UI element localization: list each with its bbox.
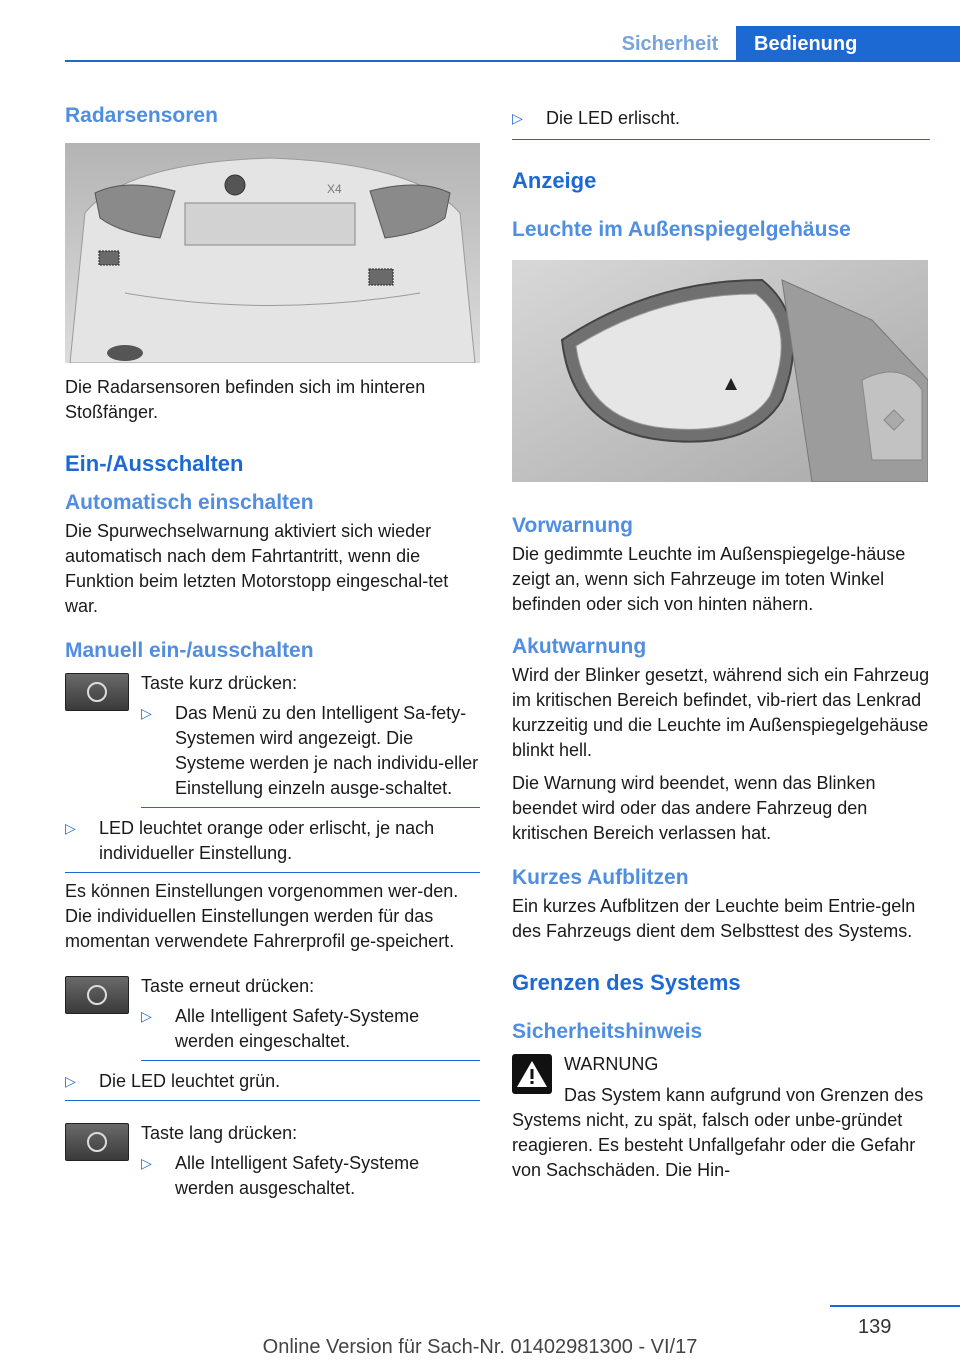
footer-rule <box>830 1305 960 1307</box>
safety-button-icon <box>65 673 129 711</box>
anzeige-heading: Anzeige <box>512 168 597 193</box>
automatisch-paragraph: Die Spurwechselwarnung aktiviert sich wieder automatisch nach dem Fahrtantritt, wenn die Funktion beim letzten Motorstopp eingeschal-tet war. <box>65 521 449 616</box>
warning-block <box>512 1052 930 1183</box>
vorwarnung-paragraph: Die gedimmte Leuchte im Außenspiegelge-häuse zeigt an, wenn sich Fahrzeuge im toten Winkel befinden oder sich von hinten nähern. <box>512 544 906 614</box>
manuell-heading: Manuell ein-/ausschalten <box>65 639 314 662</box>
akutwarnung-heading: Akutwarnung <box>512 635 647 658</box>
ein-ausschalten-heading: Ein-/Ausschalten <box>65 451 244 476</box>
exhaust-pipe <box>107 345 143 361</box>
press-long-label: Taste lang drücken: <box>141 1123 298 1143</box>
kurzes-aufblitzen-paragraph: Ein kurzes Aufblitzen der Leuchte beim Entrie-geln des Fahrzeugs dient dem Selbsttest des Systems. <box>512 896 916 941</box>
press-again-block <box>65 974 480 1061</box>
bmw-logo-icon <box>225 175 245 195</box>
footer-text: Online Version für Sach-Nr. 01402981300 - VI/17 <box>262 1336 698 1358</box>
car-badge: X4 <box>327 182 342 196</box>
radar-sensor-left <box>99 251 119 265</box>
tab-sicherheit[interactable]: Sicherheit <box>621 33 719 55</box>
press-long-block <box>65 1121 480 1201</box>
automatisch-heading: Automatisch einschalten <box>65 491 314 514</box>
akutwarnung-paragraph-2: Die Warnung wird beendet, wenn das Blinken beendet wird oder das andere Fahrzeug den kritischen Bereich verlassen hat. <box>512 773 876 843</box>
radar-sensor-right <box>369 269 393 285</box>
kurzes-aufblitzen-heading: Kurzes Aufblitzen <box>512 866 689 889</box>
warnung-paragraph: Das System kann aufgrund von Grenzen des Systems nicht, zu spät, falsch oder unbe-gründet reagieren. Es besteht Unfallgefahr oder die Gefahr von Sachschäden. Die Hin- <box>512 1085 924 1180</box>
warnung-label: WARNUNG <box>564 1054 659 1074</box>
list-item: ▷ Die LED leuchtet grün. <box>65 1069 480 1101</box>
akutwarnung-paragraph-1: Wird der Blinker gesetzt, während sich ein Fahrzeug im kritischen Bereich befindet, vib-riert das Lenkrad kurzzeitig und die Leuchte im Außenspiegelgehäuse blinkt hell. <box>512 665 930 760</box>
radar-paragraph: Die Radarsensoren befinden sich im hinteren Stoßfänger. <box>65 377 426 422</box>
side-mirror-image <box>512 260 928 482</box>
einstellungen-paragraph: Es können Einstellungen vorgenommen wer-den. Die individuellen Einstellungen werden für das momentan verwendete Fahrerprofil ge-speichert. <box>65 881 459 951</box>
list-item: ▷ Die LED erlischt. <box>512 106 930 140</box>
press-again-label: Taste erneut drücken: <box>141 976 315 996</box>
car-rear-image <box>65 143 480 363</box>
triangle-bullet-icon: ▷ <box>512 110 523 126</box>
triangle-bullet-icon: ▷ <box>65 820 76 836</box>
safety-button-icon <box>65 976 129 1014</box>
mirror-figure <box>512 260 928 482</box>
triangle-bullet-icon: ▷ <box>141 1008 152 1024</box>
left-column <box>65 98 480 1201</box>
grenzen-heading: Grenzen des Systems <box>512 970 741 995</box>
rear-bumper-figure <box>65 143 480 363</box>
list-item: ▷ Das Menü zu den Intelligent Sa-fety-Systemen wird angezeigt. Die Systeme werden je nach individu-eller Einstellung einzeln ausge-schaltet. <box>141 701 480 808</box>
sicherheitshinweis-heading: Sicherheitshinweis <box>512 1020 703 1043</box>
press-short-block <box>65 671 480 808</box>
radarsensoren-heading: Radarsensoren <box>65 104 218 127</box>
warning-icon <box>512 1054 552 1094</box>
leuchte-heading: Leuchte im Außenspiegelgehäuse <box>512 218 851 241</box>
tab-bedienung[interactable]: Bedienung <box>736 26 960 62</box>
press-short-label: Taste kurz drücken: <box>141 673 298 693</box>
right-column <box>512 98 930 1183</box>
page-number: 139 <box>858 1316 892 1338</box>
triangle-bullet-icon: ▷ <box>141 1155 152 1171</box>
vorwarnung-heading: Vorwarnung <box>512 514 633 537</box>
triangle-bullet-icon: ▷ <box>65 1073 76 1089</box>
list-item: ▷ Alle Intelligent Safety-Systeme werden ausgeschaltet. <box>141 1151 480 1201</box>
safety-button-icon <box>65 1123 129 1161</box>
list-item: ▷ Alle Intelligent Safety-Systeme werden eingeschaltet. <box>141 1004 480 1061</box>
triangle-bullet-icon: ▷ <box>141 705 152 721</box>
list-item: ▷ LED leuchtet orange oder erlischt, je nach individueller Einstellung. <box>65 816 480 873</box>
